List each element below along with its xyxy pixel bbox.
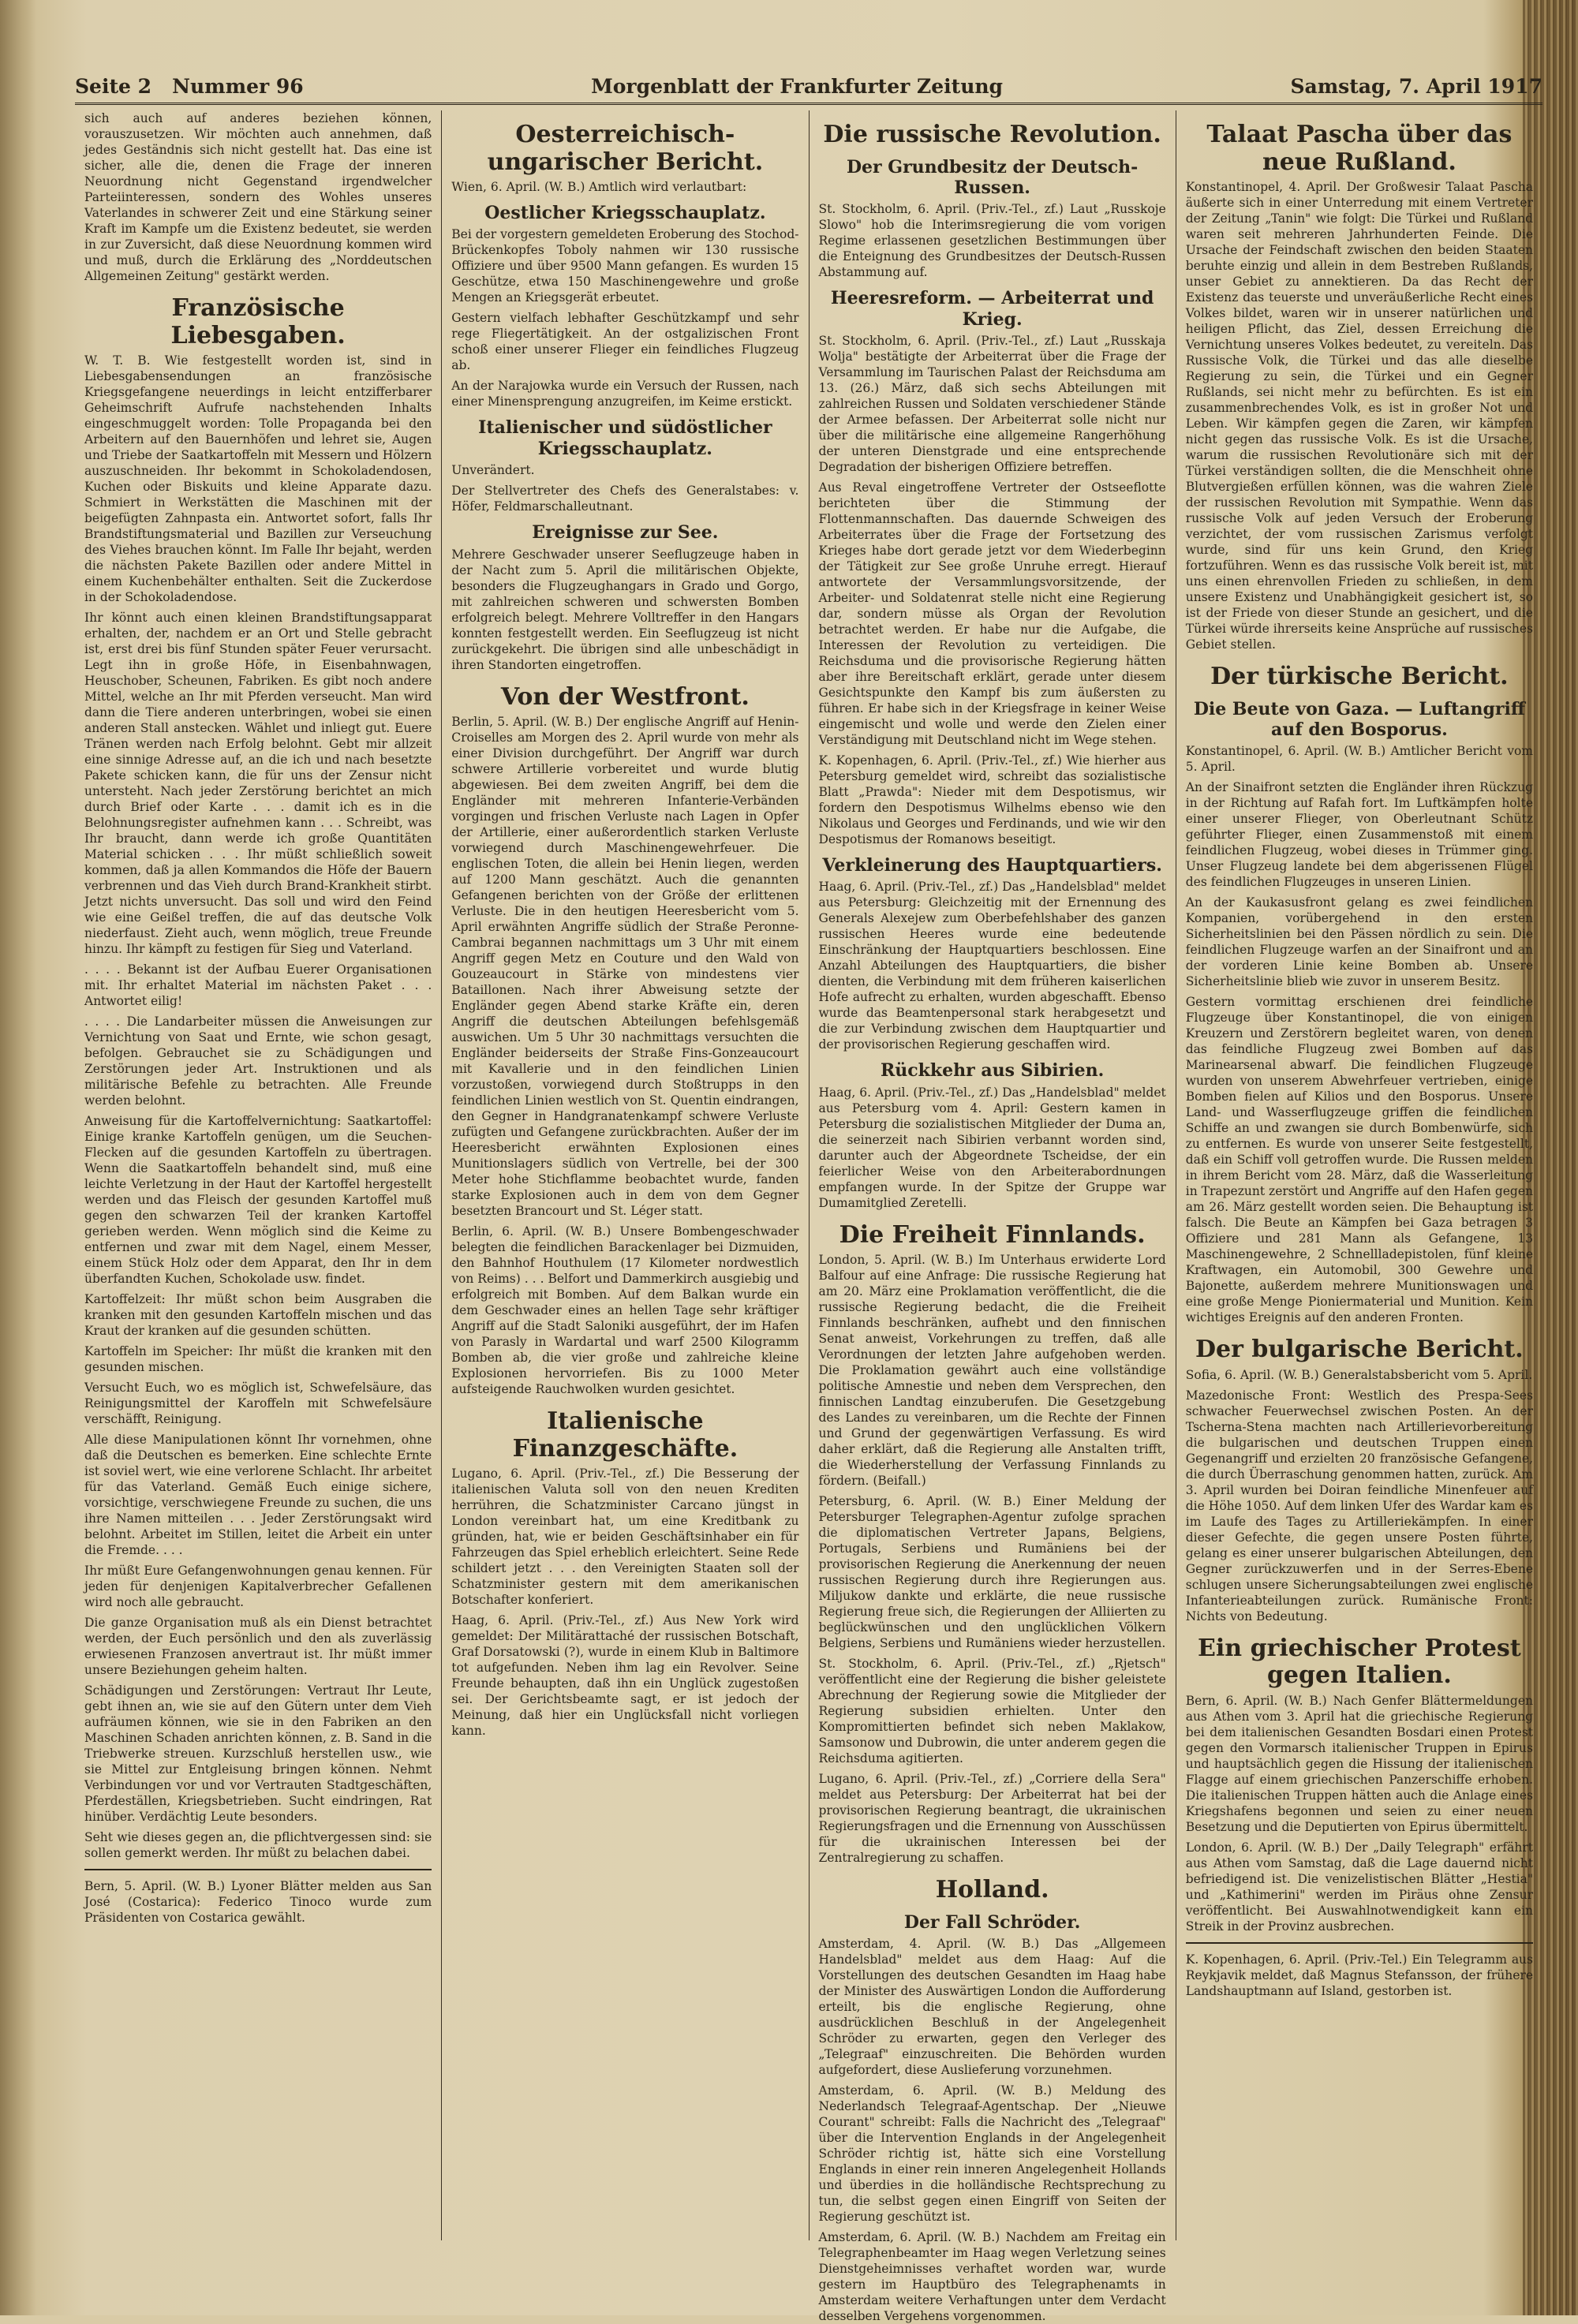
issue-number: Nummer 96 <box>172 75 304 98</box>
article-paragraph: Sofia, 6. April. (W. B.) Generalstabsbericht vom 5. April. <box>1185 1367 1533 1382</box>
article-paragraph: Haag, 6. April. (Priv.-Tel., zf.) Aus New York wird gemeldet: Der Militärattaché der russischen Botschaft, Graf Dorsatowski (?), wurde in einem Klub in Baltimore tot aufgefunden. Neben ihm lag ein Revolver. Seine Freunde behaupten, daß ihn ein Unglück zugestoßen sei. Der Gerichtsbeamte sagt, er ist jedoch der Meinung, daß hier ein Unglücksfall nicht vorliegen kann. <box>451 1613 799 1739</box>
section-heading: Talaat Pascha über das neue Rußland. <box>1206 121 1513 176</box>
subsection-heading: Oestlicher Kriegsschauplatz. <box>484 203 766 223</box>
page-number: Seite 2 <box>75 75 152 98</box>
article-paragraph: St. Stockholm, 6. April. (Priv.-Tel., zf.) „Rjetsch" veröffentlicht eine der Regierung die bisher geleistete Abrechnung der Regierung sowie die Mitglieder der Regierung subsidien erhielten. Unter den Kompromittierten befindet sich neben Maklakow, Samsonow und Dubrowin, die unter anderem gegen die Reichsduma agitierten. <box>818 1657 1166 1766</box>
subsection-heading: Der Fall Schröder. <box>903 1911 1081 1933</box>
article-paragraph: Amsterdam, 6. April. (W. B.) Nachdem am Freitag ein Telegraphenbeamter im Haag wegen Verletzung seines Dienstgeheimnisses verhaftet worden war, wurde gestern im Hauptbüro des Telegraphenamts in Amsterdam weitere Verhaftungen unter dem Verdacht desselben Vergehens vorgenommen. <box>818 2230 1166 2324</box>
article-paragraph: An der Sinaifront setzten die Engländer ihren Rückzug in der Richtung auf Rafah fort. Im Luftkämpfen holte einer unserer Flieger, von Oberleutnant Schütz geführter Flieger, einen Zusammenstoß mit einem feindlichen Flugzeug, wobei dieses in Trümmer ging. Unser Flugzeug landete bei dem abgerissenen Flügel des feindlichen Flugzeuges in unseren Linien. <box>1185 780 1533 890</box>
article-paragraph: An der Narajowka wurde ein Versuch der Russen, nach einer Minensprengung anzugreifen, im Keime erstickt. <box>451 379 799 409</box>
article-paragraph: Ihr müßt Eure Gefangenwohnungen genau kennen. Für jeden für denjenigen Kapitalverbrecher Gefallenen wird noch alle gebraucht. <box>84 1564 432 1609</box>
article-paragraph: sich auch auf anderes beziehen können, vorauszusetzen. Wir möchten auch annehmen, daß jedes Geständnis sich nicht gestellt hat. Das eine ist sicher, alle die, denen die Frage der inneren Neuordnung nicht Gegenstand irgendwelcher Parteiinteressen, sondern des Wohles unseres Vaterlandes in schwerer Zeit und eine Stärkung seiner Kraft im Kampfe um die Existenz bedeutet, sie werden in zur Zuversicht, daß diese Neuordnung kommen wird und muß, durch die Erklärung des „Norddeutschen Allgemeinen Zeitung" gestärkt werden. <box>84 111 432 283</box>
article-paragraph: Amsterdam, 6. April. (W. B.) Meldung des Nederlandsch Telegraaf-Agentschap. Der „Nieuwe Courant" schreibt: Falls die Nachricht des „Telegraaf" über die Intervention Englands in der Angelegenheit Schröder richtig ist, hätte sich eine Vorstellung Englands in einer rein inneren Angelegenheit Hollands und überdies in die holländische Rechtsprechung zu tun, die selbst gegen einen Eingriff von Seiten der Regierung geschützt ist. <box>818 2083 1166 2225</box>
article-paragraph: . . . . Bekannt ist der Aufbau Euerer Organisationen mit. Ihr erhaltet Material im nächsten Paket . . . Antwortet eilig! <box>84 962 432 1008</box>
article-paragraph: K. Kopenhagen, 6. April. (Priv.-Tel.) Ein Telegramm aus Reykjavik meldet, daß Magnus Stefansson, der frühere Landshauptmann auf Island, gestorben ist. <box>1185 1952 1533 1998</box>
article-paragraph: Versucht Euch, wo es möglich ist, Schwefelsäure, das Reinigungsmittel der Karoffeln mit Schwefelsäure verschäfft, Reinigung. <box>84 1381 432 1426</box>
page-label <box>75 75 304 98</box>
article-paragraph: Seht wie dieses gegen an, die pflichtvergessen sind: sie sollen gemerkt werden. Ihr müßt zu belachen dabei. <box>84 1830 432 1860</box>
article-paragraph: Lugano, 6. April. (Priv.-Tel., zf.) Die Besserung der italienischen Valuta soll von den neuen Krediten herrühren, die Schatzminister Carcano jüngst in London vereinbart hat, um eine Kreditbank zu gründen, hat, wie er beiden Geschäftsinhaber ein für Fahrzeugen das Spiel erheblich erleichtert. Seine Rede schildert jetzt . . . den Vereinigten Staaten soll der Schatzminister gestern mit dem amerikanischen Botschafter konferiert. <box>451 1467 799 1608</box>
article-paragraph: Alle diese Manipulationen könnt Ihr vornehmen, ohne daß die Deutschen es bemerken. Eine schlechte Ernte ist soviel wert, wie eine verlorene Schlacht. Ihr arbeitet für das Vaterland. Gemäß Euch einige sichere, vorsichtige, verschwiegene Freunde zu suchen, die uns ihre Namen mitteilen . . . Jeder Zerstörungsakt wird belohnt. Arbeitet im Stillen, leitet die Arbeit ein unter die Fremde. . . . <box>84 1433 432 1557</box>
section-heading: Die russische Revolution. <box>823 121 1161 148</box>
newspaper-title: Morgenblatt der Frankfurter Zeitung <box>591 75 1004 98</box>
section-heading: Von der Westfront. <box>500 682 750 711</box>
subsection-heading: Der Grundbesitz der Deutsch-Russen. <box>846 156 1139 198</box>
column-divider <box>84 1869 432 1870</box>
article-paragraph: St. Stockholm, 6. April. (Priv.-Tel., zf.) Laut „Russkaja Wolja" bestätigte der Arbeiterrat über die Frage der Versammlung im Taurischen Palast der Reichsduma am 13. (26.) März, daß sich sechs Abteilungen mit zahlreichen Russen und Soldaten verschiedener Stände der Armee befassen. Der Arbeiterrat solle nicht nur über die militärische eine allgemeine Rangerhöhung der unteren Dienstgrade und eine entsprechende Degradation der bisherigen Offiziere betreffen. <box>818 334 1166 475</box>
column-2 <box>442 110 809 2240</box>
column-divider <box>1186 1942 1533 1944</box>
article-paragraph: W. T. B. Wie festgestellt worden ist, sind in Liebesgabensendungen an französische Kriegsgefangene neuerdings in leicht entzifferbarer Geheimschrift Aufrufe nachstehenden Inhalts eingeschmuggelt worden: Tolle Propaganda bei den Arbeitern auf den Bauernhöfen und lehret sie, Augen und Triebe der Saatkartoffeln mit Messern und Hölzern auszuschneiden. Ihr bekommt in Schokoladendosen, Kuchen oder Biskuits und kleine Apparate dazu. Schmiert in Werkstätten die Maschinen mit der beigefügten Zahnpasta ein. Antwortet sofort, falls Ihr Brandstiftungsmaterial und Bazillen zur Verseuchung des Viehes brauchen könnt. Im Falle Ihr bejaht, werden die nächsten Pakete Bazillen oder andere Mittel in einem Kuchenbehälter enthalten. Seit die Zuckerdose in der Schokoladendose. <box>84 353 432 604</box>
article-paragraph: Lugano, 6. April. (Priv.-Tel., zf.) „Corriere della Sera" meldet aus Petersburg: Der Arbeiterrat hat bei der provisorischen Regierung beantragt, die ukrainischen Regierungsfragen und die Ernennung von Ausschüssen für die ukrainischen Interessen bei der Zentralregierung zu schaffen. <box>818 1772 1166 1866</box>
masthead <box>75 65 1542 105</box>
article-paragraph: Schädigungen und Zerstörungen: Vertraut Ihr Leute, gebt ihnen an, wie sie auf den Gütern unter dem Vieh aufräumen können, wie sie in den Fabriken an den Maschinen Schaden anrichten können, z. B. Sand in die Triebwerke streuen. Kurzschluß herstellen usw., wie sie Mittel zur Entgleisung bringen können. Nehmt Verbindungen vor und vor Vertrauten Stadtgeschäften, Pferdeställen, Kriegsbetrieben. Sucht eindringen, Rat hinüber. Verdächtig Leute besonders. <box>84 1683 432 1824</box>
subsection-heading: Rückkehr aus Sibirien. <box>880 1060 1105 1082</box>
subsection-heading: Heeresreform. — Arbeiterrat und Krieg. <box>830 288 1154 330</box>
article-paragraph: Kartoffeln im Speicher: Ihr müßt die kranken mit den gesunden mischen. <box>84 1344 432 1374</box>
section-heading: Französische Liebesgaben. <box>170 294 346 349</box>
subsection-heading: Die Beute von Gaza. — Luftangriff auf den Bosporus. <box>1193 698 1525 740</box>
subsection-heading: Italienischer und südöstlicher Kriegsschauplatz. <box>478 417 772 459</box>
column-4 <box>1176 110 1542 2240</box>
article-paragraph: K. Kopenhagen, 6. April. (Priv.-Tel., zf.) Wie hierher aus Petersburg gemeldet wird, schreibt das sozialistische Blatt „Prawda": Nieder mit dem Despotismus, wir fordern den Despotismus Wilhelms ebenso wie den Nikolaus und Georges und Ferdinands, und wie wir den Despotismus der Romanows beseitigt. <box>818 753 1166 847</box>
article-paragraph: An der Kaukasusfront gelang es zwei feindlichen Kompanien, vorübergehend in den ersten Sicherheitslinien bei den Pässen nördlich zu sein. Die feindlichen Flugzeuge warfen an der Sinaifront und an der vorderen Linie keine Bomben ab. Unsere Sicherheitslinie blieb wie zuvor in unserem Besitz. <box>1185 895 1533 989</box>
article-paragraph: Bei der vorgestern gemeldeten Eroberung des Stochod-Brückenkopfes Toboly nahmen wir 130 russische Offiziere und über 9500 Mann gefangen. Es wurden 15 Geschütze, etwa 150 Maschinengewehre und große Mengen an Kriegsgerät erbeutet. <box>451 227 799 305</box>
section-heading: Ein griechischer Protest gegen Italien. <box>1198 1634 1521 1690</box>
article-paragraph: Haag, 6. April. (Priv.-Tel., zf.) Das „Handelsblad" meldet aus Petersburg vom 4. April: Gestern kamen in Petersburg die sozialistischen Mitglieder der Duma an, die seinerzeit nach Sibirien verbannt worden sind, darunter auch der Abgeordnete Tscheidse, der ein feierlicher Weise von den Arbeiterabordnungen empfangen wurde. In der Spitze der Gruppe war Dumamitglied Zeretelli. <box>818 1085 1166 1210</box>
article-paragraph: Bern, 5. April. (W. B.) Lyoner Blätter melden aus San José (Costarica): Federico Tinoco wurde zum Präsidenten von Costarica gewählt. <box>84 1879 432 1925</box>
section-heading: Italienische Finanzgeschäfte. <box>512 1407 739 1463</box>
article-paragraph: Gestern vielfach lebhafter Geschützkampf und sehr rege Fliegertätigkeit. An der ostgalizischen Front schoß einer unserer Flieger ein feindliches Flugzeug ab. <box>451 311 799 373</box>
column-1 <box>75 110 442 2240</box>
article-paragraph: Mehrere Geschwader unserer Seeflugzeuge haben in der Nacht zum 5. April die militärischen Objekte, besonders die Flugzeughangars in Grado und Gorgo, mit zahlreichen schweren und schwersten Bomben erfolgreich belegt. Mehrere Volltreffer in den Hangars konnten festgestellt werden. Ein Seeflugzeug ist nicht zurückgekehrt. Die übrigen sind alle unbeschädigt in ihren Standorten eingetroffen. <box>451 547 799 672</box>
column-3 <box>810 110 1176 2324</box>
section-heading: Oesterreichisch-ungarischer Bericht. <box>487 121 764 176</box>
article-paragraph: Mazedonische Front: Westlich des Prespa-Sees schwacher Feuerwechsel zwischen Posten. An der Tscherna-Stena machten nach Artillerievorbereitung die bulgarischen und deutschen Truppen einen Gegenangriff und erzielten 20 französische Gefangene, die durch Überraschung genommen hatten, zurück. Am 3. April wurden bei Doiran feindliche Minenfeuer auf die Höhe 1050. Auf dem linken Ufer des Wardar kam es im Laufe des Tages zu Artilleriekämpfen. In einer dieser Gefechte, die gegen unsere Posten führte, gelang es einer unserer bulgarischen Abteilungen, den Gegner zurückzuwerfen und in der Serres-Ebene schlugen unsere Sicherungsabteilungen zwei englische Infanterieabteilungen zurück. Rumänische Front: Nichts von Bedeutung. <box>1185 1388 1533 1623</box>
section-heading: Holland. <box>935 1876 1049 1904</box>
article-paragraph: Aus Reval eingetroffene Vertreter der Ostseeflotte berichteten über die Stimmung der Flottenmannschaften. Das dauernde Schweigen des Arbeiterrates über die Frage der Fortsetzung des Krieges habe dort gerade jetzt vor dem Wiederbeginn der Tätigkeit zur See große Unruhe erregt. Hierauf antwortete der Versammlungsvorsitzende, der Arbeiter- und Soldatenrat stelle nicht eine Regierung dar, sondern müsse als Organ der Revolution betrachtet werden. Er habe nur die Aufgabe, die Interessen der Revolution zu verteidigen. Die Reichsduma und die provisorische Regierung hätten aber ihre Bereitschaft erklärt, gerade unter diesem Gesichtspunkte den Kampf bis zum äußersten zu führen. Er habe sich in der Kriegsfrage in keiner Weise eingemischt und wolle und werde den Zielen einer Verständigung mit Deutschland nicht im Wege stehen. <box>818 480 1166 748</box>
issue-date: Samstag, 7. April 1917 <box>1290 75 1542 98</box>
article-paragraph: Der Stellvertreter des Chefs des Generalstabes: v. Höfer, Feldmarschalleutnant. <box>451 484 799 514</box>
article-paragraph: Die ganze Organisation muß als ein Dienst betrachtet werden, der Euch persönlich und den als zuverlässig erwiesenen Franzosen anvertraut ist. Ihr müßt immer unsere Beziehungen geheim halten. <box>84 1616 432 1677</box>
article-paragraph: Wien, 6. April. (W. B.) Amtlich wird verlautbart: <box>451 180 747 194</box>
section-heading: Der bulgarische Bericht. <box>1195 1336 1524 1364</box>
article-paragraph: Konstantinopel, 6. April. (W. B.) Amtlicher Bericht vom 5. April. <box>1185 744 1533 775</box>
article-paragraph: Anweisung für die Kartoffelvernichtung: Saatkartoffel: Einige kranke Kartoffeln genügen, um die Seuchen-Flecken auf die gesunden Kartoffeln zu übertragen. Wenn die Saatkartoffeln behandelt sind, muß eine leichte Verletzung in der Haut der Kartoffel hergestellt werden und das Fleisch der gesunden Kartoffel muß gegen den schwarzen Teil der kranken Kartoffel gerieben werden. Wenn möglich sind die Keime zu entfernen und zwar mit dem Nagel, einem Messer, einem Stück Holz oder dem Apparat, den Ihr in dem überfandten Kuchen, Schokolade usw. findet. <box>84 1114 432 1286</box>
article-paragraph: Petersburg, 6. April. (W. B.) Einer Meldung der Petersburger Telegraphen-Agentur zufolge sprachen die diplomatischen Vertreter Japans, Belgiens, Portugals, Serbiens und Rumäniens bei der provisorischen Regierung die Anerkennung der neuen russischen Regierung durch ihre Regierungen aus. Miljukow dankte und erklärte, die neue russische Regierung freue sich, die Regierungen der Alliierten zu beglückwünschen und den unglücklichen Völkern Belgiens, Serbiens und Rumäniens wieder herzustellen. <box>818 1494 1166 1651</box>
article-paragraph: Konstantinopel, 4. April. Der Großwesir Talaat Pascha äußerte sich in einer Unterredung mit einem Vertreter der Zeitung „Tanin" wie folgt: Die Türkei und Rußland waren seit mehreren Jahrhunderten Feinde. Die Ursache der Feindschaft zwischen den beiden Staaten beruhte einzig und allein in dem Bestreben Rußlands, unser Gebiet zu annektieren. Da das Recht der Existenz das teuerste und unveräußerliche Recht eines Volkes bildet, waren wir in unserer natürlichen und heiligen Pflicht, das Ziel, dessen Erreichung die Vernichtung unseres Volkes bedeutet, zu vereiteln. Das Russische Volk, die Türkei und das alle dieselbe Regierung zu sein, die Türkei und ein Gegner Rußlands, sei nicht mehr zu befürchten. Es ist ein zusammenbrechendes Volk, es ist in großer Not und Leben. Wir kämpfen gegen die Zaren, wir kämpfen nicht gegen das russische Volk. Es ist die Ursache, warum die russischen Revolutionäre sich mit der Türkei verständigen sollten, die die Menschheit ohne Blutvergießen erfüllen können, was die wahren Ziele der russischen Revolution mit Sympathie. Wenn das russische Volk auf jeden Versuch der Eroberung verzichtet, der vom russischen Zarismus verfolgt wurde, sind für uns kein Grund, den Krieg fortzuführen. Wenn es das russische Volk bereit ist, mit uns einen ehrenvollen Frieden zu schließen, in dem unsere Existenz und Unabhängigkeit gesichert ist, so ist der Friede von dieser Stunde an gesichert, und die Türkei würde ihrerseits keine Ansprüche auf russisches Gebiet stellen. <box>1185 180 1533 652</box>
article-paragraph: St. Stockholm, 6. April. (Priv.-Tel., zf.) Laut „Russkoje Slowo" hob die Interimsregierung die vom vorigen Regime erlassenen gesetzlichen Bestimmungen über die Enteignung des Grundbesitzes der Deutsch-Russen Abstammung auf. <box>818 202 1166 280</box>
section-heading: Die Freiheit Finnlands. <box>839 1220 1146 1249</box>
subsection-heading: Ereignisse zur See. <box>532 522 719 544</box>
article-paragraph: Gestern vormittag erschienen drei feindliche Flugzeuge über Konstantinopel, die von einigen Kreuzern und Zerstörern begleitet waren, von denen das feindliche Flugzeug zwei Bomben auf das Marinearsenal abwarf. Die feindlichen Flugzeuge wurden von unserem Abwehrfeuer vertrieben, einige Bomben fielen auf Kilios und den Bosporus. Unsere Land- und Wasserflugzeuge griffen die feindlichen Schiffe an und zwangen sie durch Bombenwürfe, sich zu entfernen. Es wurde von unserer Seite festgestellt, daß ein Schiff voll getroffen wurde. Die Russen melden in ihrem Bericht vom 28. März, daß die Wasserleitung in Trapezunt zerstört und Angriffe auf den Hafen gegen am 26. März gestellt worden seien. Die Behauptung ist falsch. Die Beute an Kämpfen bei Gaza betragen 3 Offiziere und 281 Mann als Gefangene, 13 Maschinengewehre, 2 Schnellladepistolen, fünf kleine Kraftwagen, ein Automobil, 300 Gewehre und Bajonette, außerdem mehrere Munitionswagen und eine große Menge Pioniermaterial und Munition. Kein wichtiges Ereignis auf den anderen Fronten. <box>1185 995 1533 1325</box>
article-paragraph: Kartoffelzeit: Ihr müßt schon beim Ausgraben die kranken mit den gesunden Kartoffeln mischen und das Kraut der kranken auf die gesunden schütten. <box>84 1292 432 1338</box>
article-paragraph: Berlin, 6. April. (W. B.) Unsere Bombengeschwader belegten die feindlichen Barackenlager bei Dizmuiden, den Bahnhof Houthulem (17 Kilometer nordwestlich von Reims) . . . Belfort und Dammerkirch ausgiebig und erfolgreich mit Bomben. Auf dem Balkan wurde ein dem Geschwader eines an hellen Tage sehr kräftiger Angriff auf die Stadt Saloniki ausgeführt, der im Hafen von Parasly in Wardartal und warf 2500 Kilogramm Bomben ab, die vier große und zahlreiche kleine Explosionen hervorriefen. Bis zu 1000 Meter aufsteigende Rauchwolken wurden gesichtet. <box>451 1224 799 1397</box>
article-paragraph: London, 6. April. (W. B.) Der „Daily Telegraph" erfährt aus Athen vom Samstag, daß die Lage dauernd nicht befriedigend ist. Die venizelistischen Blätter „Hestia" und „Kathimerini" werden im Piräus ohne Zensur veröffentlicht. Bei Auswahlnotwendigkeit kann ein Streik in der Provinz ausbrechen. <box>1185 1840 1533 1934</box>
article-paragraph: London, 5. April. (W. B.) Im Unterhaus erwiderte Lord Balfour auf eine Anfrage: Die russische Regierung hat am 20. März eine Proklamation veröffentlicht, die die russische Regierung bedacht, die die Freiheit Finnlands beschränken, aufhebt und den finnischen Senat anweist, Vorkehrungen zu treffen, daß alle Verordnungen der letzten Jahre aufgehoben werden. Die Proklamation gewährt auch eine vollständige politische Amnestie und neben dem Versprechen, den finnischen Landtag einzuberufen. Die Gesetzgebung des Landes zu vereinbaren, um die Rechte der Finnen und Grund der gegenwärtigen Verfassung. Es wird daher erklärt, daß die Regierung alle Anstalten trifft, die Wiederherstellung der Verfassung Finnlands zu fördern. (Beifall.) <box>818 1253 1166 1489</box>
article-paragraph: Haag, 6. April. (Priv.-Tel., zf.) Das „Handelsblad" meldet aus Petersburg: Gleichzeitig mit der Ernennung des Generals Alexejew zum Oberbefehlshaber des ganzen russischen Heeres wurde eine bedeutende Einschränkung der Hauptquartiers beschlossen. Eine Anzahl Abteilungen des Hauptquartiers, die bisher dienten, die Verbindung mit dem früheren kaiserlichen Hofe aufrecht zu erhalten, wurden abgeschafft. Ebenso wurde das Beamtenpersonal stark herabgesetzt und die zur Verbindung zwischen dem Hauptquartier und der provisorischen Regierung geschaffen wird. <box>818 880 1166 1052</box>
subsection-heading: Verkleinerung des Hauptquartiers. <box>822 855 1162 876</box>
columns <box>75 110 1542 2324</box>
article-paragraph: Amsterdam, 4. April. (W. B.) Das „Allgemeen Handelsblad" meldet aus dem Haag: Auf die Vorstellungen des deutschen Gesandten im Haag habe der Minister des Auswärtigen London die Aufforderung erteilt, bis die englische Regierung, ohne ausdrücklichen Beschluß in der Angelegenheit Schröder zu erwarten, gegen den Verleger des „Telegraaf" einzuschreiten. Die Behörden wurden aufgefordert, diese Auslieferung vorzunehmen. <box>818 1937 1166 2078</box>
section-heading: Der türkische Bericht. <box>1210 663 1509 690</box>
article-paragraph: Bern, 6. April. (W. B.) Nach Genfer Blättermeldungen aus Athen vom 3. April hat die griechische Regierung bei dem italienischen Gesandten Bosdari einen Protest gegen den Vormarsch italienischer Truppen in Epirus und hauptsächlich gegen die Hissung der italienischen Flagge auf einem griechischen Panzerschiffe erhoben. Die italienischen Truppen hätten auch die Anlage eines Kriegshafens begonnen und seien zu einer neuen Besetzung und die Deputierten von Epirus übermittelt. <box>1185 1693 1533 1834</box>
article-paragraph: Berlin, 5. April. (W. B.) Der englische Angriff auf Henin-Croiselles am Morgen des 2. April wurde von mehr als einer Division durchgeführt. Der Angriff war durch schwere Artillerie vorbereitet und wurde blutig abgewiesen. Bei dem zweiten Angriff, bei dem die Engländer mit mehreren Infanterie-Verbänden vorgingen und frischen Verluste nach Lagen in Opfer der Artillerie, einer außerordentlich starken Verluste vorwiegend durch Maschinengewehrfeuer. Die englischen Toten, die allein bei Henin liegen, werden auf 1200 Mann geschätzt. Auch die genannten Gefangenen berichten von der Größe der erlittenen Verluste. Die in den heutigen Heeresbericht vom 5. April erwähnten Angriffe südlich der Straße Peronne-Cambrai begannen nachmittags um 3 Uhr mit einem Angriff gegen Metz en Couture und den Wald von Gouzeaucourt in Stärke von mindestens vier Bataillonen. Nach ihrer Abweisung setzte der Engländer gegen Abend starke Kräfte ein, deren Angriff die deutschen Abteilungen befehlsgemäß auswichen. Um 5 Uhr 30 nachmittags versuchten die Engländer beiderseits der Straße Fins-Gonzeaucourt mit Kavallerie und in den feindlichen Linien vorzustoßen, vorwiegend durch Stoßtrupps in den feindlichen Linien westlich von St. Quentin eindrangen, den Gegner in Handgranatenkampf schwere Verluste zufügten und Gefangene zurückbrachten. Außer der im Heeresbericht erwähnten Explosionen eines Munitionslagers südlich von Vertrelle, bei der 300 Meter hohe Stichflamme beobachtet wurde, fanden starke Explosionen auch in dem von dem Gegner besetzten Brancourt und St. Léger statt. <box>451 715 799 1219</box>
article-paragraph: Ihr könnt auch einen kleinen Brandstiftungsapparat erhalten, der, nachdem er an Ort und Stelle gebracht ist, erst drei bis fünf Stunden später Feuer verursacht. Legt ihn in große Höfe, in Eisenbahnwagen, Heuschober, Scheunen, Fabriken. Es gibt noch andere Mittel, welche an Ihr mit Pferden verseucht. Man wird dann die Tiere anderen unterbringen, wobei sie einen anderen Stall anstecken. Wählet und inliegt gut. Euere Tränen werden nach Erfolg belohnt. Gebt mir allzeit eine sinnige Adresse auf, an die ich und nach besetzte Pakete schicken kann, die für uns der Zensur nicht untersteht. Nach jeder Zerstörung berichtet an mich durch Brief oder Karte . . . damit ich es in die Belohnungsregister aufnehmen kann . . . Schreibt, was Ihr braucht, dann werde ich große Quantitäten Material schicken . . . Ihr müßt schließlich soweit kommen, daß ja allen Kommandos die Höfe der Bauern verbrennen und das Vieh durch Brand-Krankheit stirbt. Jetzt nichts unversucht. Das soll und wird den Feind wie eine Geißel treffen, die auf das deutsche Volk niederfaust. Zieht auch, wenn möglich, treue Freunde hinzu. Ihr kämpft zu festigen für Sieg und Vaterland. <box>84 611 432 956</box>
page-spine-shadow <box>0 0 36 2315</box>
article-paragraph: Unverändert. <box>451 463 535 478</box>
article-paragraph: . . . . Die Landarbeiter müssen die Anweisungen zur Vernichtung von Saat und Ernte, wie schon gesagt, befolgen. Gebrauchet sie zu Schädigungen und Zerstörungen jeder Art. Instruktionen und als militärische Befehle zu betrachten. Alle Freunde werden belohnt. <box>84 1014 432 1108</box>
